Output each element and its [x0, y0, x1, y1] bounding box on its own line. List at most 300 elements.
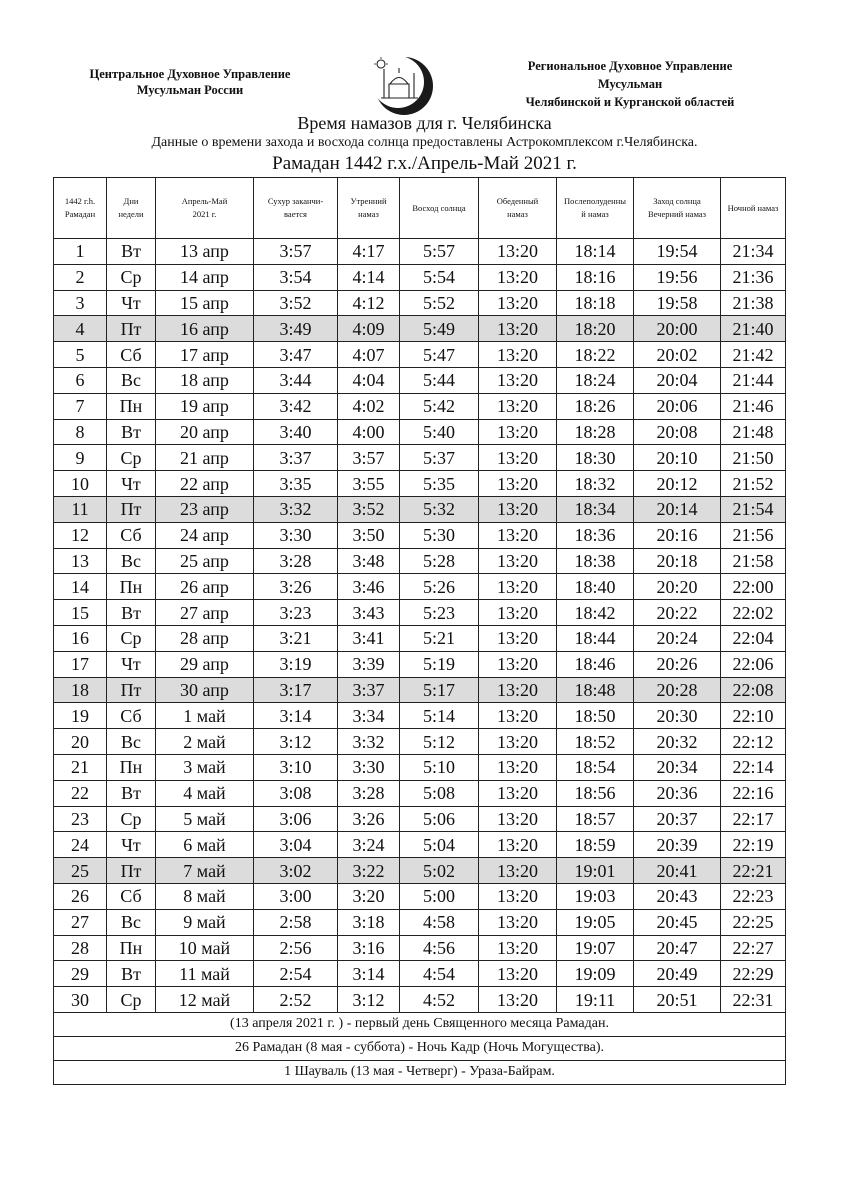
table-cell: 3:26 [338, 806, 400, 832]
table-cell: 2:56 [254, 935, 338, 961]
table-cell: 24 [54, 832, 107, 858]
table-cell: 13:20 [479, 522, 557, 548]
table-cell: 19:54 [634, 239, 721, 265]
table-cell: 3:16 [338, 935, 400, 961]
table-cell: 13:20 [479, 548, 557, 574]
table-cell: 5:37 [400, 445, 479, 471]
table-cell: 12 [54, 522, 107, 548]
table-cell: 19:03 [557, 883, 634, 909]
table-cell: 10 май [156, 935, 254, 961]
table-row [54, 316, 786, 342]
table-cell: 3:02 [254, 858, 338, 884]
page-title: Время намазов для г. Челябинска [297, 113, 552, 133]
table-cell: 20:30 [634, 703, 721, 729]
table-cell: 17 апр [156, 342, 254, 368]
table-cell: 13:20 [479, 393, 557, 419]
table-cell: 3:04 [254, 832, 338, 858]
table-cell: 23 [54, 806, 107, 832]
table-cell: 18:44 [557, 625, 634, 651]
table-cell: 3:41 [338, 625, 400, 651]
table-cell: 5:47 [400, 342, 479, 368]
table-cell: 5:23 [400, 600, 479, 626]
column-header [479, 178, 557, 239]
table-cell: 3:37 [254, 445, 338, 471]
table-cell: 22:16 [721, 780, 786, 806]
table-row [54, 754, 786, 780]
table-cell: Пн [107, 935, 156, 961]
column-header-line: Рамадан [64, 209, 96, 219]
table-cell: 11 май [156, 961, 254, 987]
table-cell: Чт [107, 651, 156, 677]
table-cell: 3:44 [254, 367, 338, 393]
table-cell: 18:54 [557, 754, 634, 780]
table-cell: Ср [107, 445, 156, 471]
table-row [54, 367, 786, 393]
table-cell: 13:20 [479, 625, 557, 651]
table-cell: 15 апр [156, 290, 254, 316]
table-cell: 3:30 [338, 754, 400, 780]
table-cell: 21:50 [721, 445, 786, 471]
table-cell: 21:52 [721, 471, 786, 497]
table-cell: 13:20 [479, 961, 557, 987]
table-cell: 3:57 [254, 239, 338, 265]
column-header [54, 178, 107, 239]
table-cell: 13:20 [479, 239, 557, 265]
table-row [54, 832, 786, 858]
table-cell: 13:20 [479, 419, 557, 445]
table-row [54, 909, 786, 935]
table-cell: 9 май [156, 909, 254, 935]
table-cell: 3:20 [338, 883, 400, 909]
table-cell: Вт [107, 600, 156, 626]
table-cell: Пн [107, 393, 156, 419]
table-cell: 3 май [156, 754, 254, 780]
table-cell: Пт [107, 316, 156, 342]
table-cell: 21:56 [721, 522, 786, 548]
table-cell: 19:56 [634, 264, 721, 290]
table-cell: 25 апр [156, 548, 254, 574]
mosque-crescent-logo [368, 54, 440, 116]
table-cell: 23 апр [156, 496, 254, 522]
table-cell: 30 апр [156, 677, 254, 703]
table-cell: Пт [107, 496, 156, 522]
table-cell: 13 [54, 548, 107, 574]
table-cell: 3:10 [254, 754, 338, 780]
column-header-line: Ночной намаз [727, 202, 779, 213]
table-cell: Ср [107, 806, 156, 832]
table-row [54, 729, 786, 755]
table-cell: 21:38 [721, 290, 786, 316]
column-header [338, 178, 400, 239]
table-cell: 7 [54, 393, 107, 419]
table-cell: 5:40 [400, 419, 479, 445]
table-cell: 29 апр [156, 651, 254, 677]
table-cell: 3:17 [254, 677, 338, 703]
table-cell: 18:57 [557, 806, 634, 832]
table-cell: 18:26 [557, 393, 634, 419]
table-cell: 22:29 [721, 961, 786, 987]
period-heading: Рамадан 1442 г.х./Апрель-Май 2021 г. [272, 153, 577, 174]
column-header [107, 178, 156, 239]
table-cell: 3:32 [338, 729, 400, 755]
column-header-line: 2021 г. [192, 209, 217, 219]
table-cell: 19:58 [634, 290, 721, 316]
table-cell: 21 [54, 754, 107, 780]
table-cell: 20:18 [634, 548, 721, 574]
column-header-line: Дни [123, 196, 139, 206]
right-org-line: Региональное Духовное Управление [527, 59, 733, 73]
table-cell: 5:10 [400, 754, 479, 780]
table-cell: 20:43 [634, 883, 721, 909]
table-cell: 27 апр [156, 600, 254, 626]
table-cell: 20:12 [634, 471, 721, 497]
left-organization [60, 66, 320, 98]
table-cell: 20:51 [634, 987, 721, 1013]
table-cell: 20:47 [634, 935, 721, 961]
table-cell: 22:19 [721, 832, 786, 858]
table-cell: 20 апр [156, 419, 254, 445]
column-header-line: недели [118, 209, 144, 219]
note-text: (13 апреля 2021 г. ) - первый день Священного месяца Рамадан. [54, 1012, 786, 1036]
column-header [557, 178, 634, 239]
table-cell: 20:04 [634, 367, 721, 393]
table-cell: 3:50 [338, 522, 400, 548]
table-cell: 3:23 [254, 600, 338, 626]
table-cell: 13:20 [479, 883, 557, 909]
table-row [54, 703, 786, 729]
table-cell: 13:20 [479, 471, 557, 497]
table-cell: 13:20 [479, 858, 557, 884]
table-row [54, 987, 786, 1013]
note-text: 1 Шауваль (13 мая - Четверг) - Ураза-Байрам. [54, 1060, 786, 1084]
table-cell: 22:02 [721, 600, 786, 626]
table-cell: 22:21 [721, 858, 786, 884]
table-cell: 4 [54, 316, 107, 342]
column-header-line: Апрель-Май [181, 196, 228, 206]
table-row [54, 600, 786, 626]
table-cell: 5:19 [400, 651, 479, 677]
table-cell: 24 апр [156, 522, 254, 548]
table-cell: 19 [54, 703, 107, 729]
table-cell: 20:32 [634, 729, 721, 755]
table-cell: 21:54 [721, 496, 786, 522]
table-cell: 14 [54, 574, 107, 600]
table-cell: 5:49 [400, 316, 479, 342]
table-cell: 18:50 [557, 703, 634, 729]
column-header-line: Сухур заканчи- [267, 196, 324, 206]
table-cell: 3:06 [254, 806, 338, 832]
prayer-times-table [53, 177, 786, 1085]
table-cell: 13:20 [479, 677, 557, 703]
table-cell: 3:26 [254, 574, 338, 600]
table-cell: Вс [107, 367, 156, 393]
table-cell: 4 май [156, 780, 254, 806]
table-cell: 20:08 [634, 419, 721, 445]
table-cell: 13:20 [479, 290, 557, 316]
table-cell: 3:55 [338, 471, 400, 497]
table-cell: 10 [54, 471, 107, 497]
column-header-line: Обеденный [496, 196, 539, 206]
table-cell: Вт [107, 780, 156, 806]
table-cell: 22:14 [721, 754, 786, 780]
table-cell: Сб [107, 703, 156, 729]
table-row [54, 883, 786, 909]
right-org-line: Челябинской и Курганской областей [525, 95, 735, 109]
table-cell: 25 [54, 858, 107, 884]
table-cell: Пн [107, 754, 156, 780]
table-cell: 8 [54, 419, 107, 445]
table-cell: 4:09 [338, 316, 400, 342]
table-cell: 22:12 [721, 729, 786, 755]
table-cell: 22 апр [156, 471, 254, 497]
table-cell: 18:18 [557, 290, 634, 316]
table-cell: Ср [107, 625, 156, 651]
table-cell: 18:30 [557, 445, 634, 471]
table-cell: 18:16 [557, 264, 634, 290]
table-cell: 3:28 [338, 780, 400, 806]
table-cell: 17 [54, 651, 107, 677]
table-cell: 20:20 [634, 574, 721, 600]
table-cell: 5:26 [400, 574, 479, 600]
column-header-line: Восход солнца [412, 202, 466, 213]
table-cell: 20:14 [634, 496, 721, 522]
table-row [54, 419, 786, 445]
column-header [400, 178, 479, 239]
table-row [54, 471, 786, 497]
table-cell: Вт [107, 419, 156, 445]
table-row [54, 574, 786, 600]
table-cell: 22:00 [721, 574, 786, 600]
table-cell: 13:20 [479, 909, 557, 935]
data-source-note: Данные о времени захода и восхода солнца предоставлены Астрокомплексом г.Челябинска. [151, 135, 698, 150]
column-header-line: вается [284, 209, 307, 219]
table-cell: 18:59 [557, 832, 634, 858]
table-cell: 5:06 [400, 806, 479, 832]
table-cell: 3:00 [254, 883, 338, 909]
table-cell: Чт [107, 290, 156, 316]
table-cell: 3:46 [338, 574, 400, 600]
table-cell: 6 май [156, 832, 254, 858]
table-cell: 6 [54, 367, 107, 393]
table-header-row [54, 178, 786, 239]
table-cell: 13:20 [479, 987, 557, 1013]
table-cell: 3:52 [338, 496, 400, 522]
table-cell: 5:08 [400, 780, 479, 806]
table-cell: 21 апр [156, 445, 254, 471]
table-cell: 21:48 [721, 419, 786, 445]
table-cell: 9 [54, 445, 107, 471]
table-cell: 13:20 [479, 935, 557, 961]
table-cell: Ср [107, 264, 156, 290]
table-cell: 3:54 [254, 264, 338, 290]
table-cell: 20:00 [634, 316, 721, 342]
table-cell: 22 [54, 780, 107, 806]
table-cell: 3:30 [254, 522, 338, 548]
table-cell: 5:44 [400, 367, 479, 393]
table-cell: 20:34 [634, 754, 721, 780]
table-cell: 13:20 [479, 832, 557, 858]
table-cell: 5 [54, 342, 107, 368]
table-cell: 18:52 [557, 729, 634, 755]
table-cell: 18:14 [557, 239, 634, 265]
table-cell: 20:26 [634, 651, 721, 677]
note-row [54, 1012, 786, 1036]
table-cell: 18:40 [557, 574, 634, 600]
table-cell: 22:31 [721, 987, 786, 1013]
table-cell: 20:24 [634, 625, 721, 651]
table-cell: 20:39 [634, 832, 721, 858]
table-cell: 3:08 [254, 780, 338, 806]
table-cell: 4:12 [338, 290, 400, 316]
table-row [54, 651, 786, 677]
column-header [156, 178, 254, 239]
table-cell: 30 [54, 987, 107, 1013]
table-cell: 2 [54, 264, 107, 290]
table-cell: 3:14 [338, 961, 400, 987]
table-cell: 14 апр [156, 264, 254, 290]
table-cell: Вс [107, 548, 156, 574]
table-cell: 29 [54, 961, 107, 987]
table-cell: 12 май [156, 987, 254, 1013]
table-cell: 4:00 [338, 419, 400, 445]
column-header-line: Утренний [350, 196, 387, 206]
table-cell: 18:38 [557, 548, 634, 574]
table-cell: 21:58 [721, 548, 786, 574]
table-cell: 20:06 [634, 393, 721, 419]
table-cell: 5:35 [400, 471, 479, 497]
table-row [54, 496, 786, 522]
table-cell: 18:24 [557, 367, 634, 393]
table-cell: 13:20 [479, 703, 557, 729]
table-row [54, 961, 786, 987]
column-header-line: Послеполуденны [564, 196, 626, 206]
table-cell: 20:16 [634, 522, 721, 548]
table-cell: 18:42 [557, 600, 634, 626]
table-cell: 20:28 [634, 677, 721, 703]
table-row [54, 935, 786, 961]
table-cell: 3:37 [338, 677, 400, 703]
table-row [54, 342, 786, 368]
table-cell: Чт [107, 471, 156, 497]
table-cell: 19:09 [557, 961, 634, 987]
table-cell: 5:32 [400, 496, 479, 522]
table-cell: 13:20 [479, 342, 557, 368]
table-cell: 22:25 [721, 909, 786, 935]
table-cell: 13:20 [479, 445, 557, 471]
table-cell: 13:20 [479, 729, 557, 755]
table-cell: 20:45 [634, 909, 721, 935]
table-cell: 13:20 [479, 367, 557, 393]
table-cell: 3:22 [338, 858, 400, 884]
table-row [54, 858, 786, 884]
table-cell: 22:23 [721, 883, 786, 909]
table-cell: 22:27 [721, 935, 786, 961]
table-cell: 26 [54, 883, 107, 909]
table-cell: 13:20 [479, 264, 557, 290]
table-cell: 3:49 [254, 316, 338, 342]
table-cell: 3:24 [338, 832, 400, 858]
table-cell: 4:07 [338, 342, 400, 368]
table-cell: 21:46 [721, 393, 786, 419]
table-cell: 5:52 [400, 290, 479, 316]
note-row [54, 1036, 786, 1060]
table-cell: 3:28 [254, 548, 338, 574]
table-cell: 3:34 [338, 703, 400, 729]
table-cell: 1 май [156, 703, 254, 729]
table-cell: 5:21 [400, 625, 479, 651]
table-cell: 20:41 [634, 858, 721, 884]
table-cell: 20:10 [634, 445, 721, 471]
column-header [254, 178, 338, 239]
table-row [54, 522, 786, 548]
table-row [54, 264, 786, 290]
column-header-line: Заход солнца [653, 196, 701, 206]
table-cell: 22:17 [721, 806, 786, 832]
table-cell: 5:12 [400, 729, 479, 755]
note-text: 26 Рамадан (8 мая - суббота) - Ночь Кадр (Ночь Могущества). [54, 1036, 786, 1060]
table-cell: 20 [54, 729, 107, 755]
table-cell: 1 [54, 239, 107, 265]
column-header-line: 1442 г.h. [64, 196, 96, 206]
table-cell: 5:02 [400, 858, 479, 884]
table-row [54, 806, 786, 832]
table-row [54, 548, 786, 574]
table-cell: Сб [107, 342, 156, 368]
table-cell: 13:20 [479, 806, 557, 832]
table-cell: 19 апр [156, 393, 254, 419]
left-org-line: Центральное Духовное Управление [89, 67, 291, 81]
table-cell: 3:57 [338, 445, 400, 471]
table-cell: 19:01 [557, 858, 634, 884]
table-cell: 3:47 [254, 342, 338, 368]
table-cell: 21:44 [721, 367, 786, 393]
table-cell: 19:11 [557, 987, 634, 1013]
table-cell: 3 [54, 290, 107, 316]
table-cell: 13:20 [479, 496, 557, 522]
table-cell: 4:56 [400, 935, 479, 961]
table-cell: 4:14 [338, 264, 400, 290]
column-header [634, 178, 721, 239]
column-header-line: Вечерний намаз [647, 209, 707, 219]
table-cell: 13:20 [479, 780, 557, 806]
table-cell: 18:48 [557, 677, 634, 703]
table-cell: 20:37 [634, 806, 721, 832]
table-cell: 20:22 [634, 600, 721, 626]
table-cell: 3:21 [254, 625, 338, 651]
table-row [54, 445, 786, 471]
table-cell: Вт [107, 961, 156, 987]
table-cell: 3:32 [254, 496, 338, 522]
table-cell: 3:18 [338, 909, 400, 935]
table-cell: 5:54 [400, 264, 479, 290]
table-cell: Ср [107, 987, 156, 1013]
table-cell: 5:28 [400, 548, 479, 574]
table-cell: 3:35 [254, 471, 338, 497]
table-cell: 3:52 [254, 290, 338, 316]
table-cell: 22:10 [721, 703, 786, 729]
table-row [54, 393, 786, 419]
table-cell: 21:40 [721, 316, 786, 342]
table-row [54, 625, 786, 651]
table-cell: 18:56 [557, 780, 634, 806]
table-cell: 8 май [156, 883, 254, 909]
table-cell: 13:20 [479, 754, 557, 780]
table-cell: Сб [107, 883, 156, 909]
table-cell: 5:00 [400, 883, 479, 909]
column-header-line: намаз [507, 209, 528, 219]
table-cell: 3:39 [338, 651, 400, 677]
table-cell: Вс [107, 909, 156, 935]
